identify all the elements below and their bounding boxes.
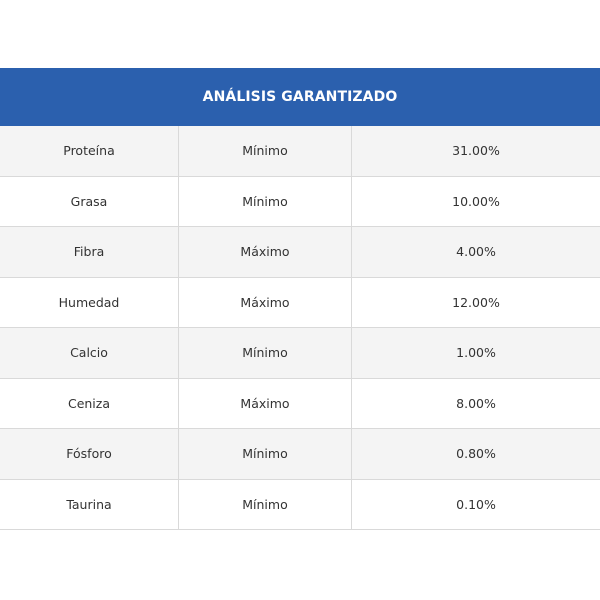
nutrient-cell: Fibra	[0, 227, 179, 277]
table-row	[0, 328, 600, 379]
nutrient-cell: Calcio	[0, 328, 179, 378]
nutrient-cell: Fósforo	[0, 429, 179, 479]
table-row	[0, 227, 600, 278]
limit-type-cell: Mínimo	[179, 328, 352, 378]
limit-type-cell: Mínimo	[179, 480, 352, 530]
value-cell: 12.00%	[452, 294, 500, 310]
nutrient-cell: Humedad	[0, 278, 179, 328]
table-row	[0, 429, 600, 480]
value-cell: 10.00%	[452, 193, 500, 209]
value-cell: 8.00%	[456, 395, 496, 411]
value-cell: 31.00%	[452, 143, 500, 159]
value-cell: 4.00%	[456, 244, 496, 260]
table-title: ANÁLISIS GARANTIZADO	[0, 68, 600, 126]
nutrient-cell: Proteína	[0, 126, 179, 176]
guaranteed-analysis-table	[0, 68, 600, 530]
value-cell: 1.00%	[456, 345, 496, 361]
table-row	[0, 379, 600, 430]
nutrient-cell: Grasa	[0, 177, 179, 227]
table-row	[0, 126, 600, 177]
limit-type-cell: Máximo	[179, 227, 352, 277]
limit-type-cell: Máximo	[179, 278, 352, 328]
value-cell: 0.80%	[456, 446, 496, 462]
table-row	[0, 278, 600, 329]
nutrient-cell: Taurina	[0, 480, 179, 530]
value-cell: 0.10%	[456, 496, 496, 512]
limit-type-cell: Mínimo	[179, 126, 352, 176]
limit-type-cell: Mínimo	[179, 177, 352, 227]
table-row	[0, 480, 600, 531]
nutrient-cell: Ceniza	[0, 379, 179, 429]
limit-type-cell: Mínimo	[179, 429, 352, 479]
table-row	[0, 177, 600, 228]
limit-type-cell: Máximo	[179, 379, 352, 429]
